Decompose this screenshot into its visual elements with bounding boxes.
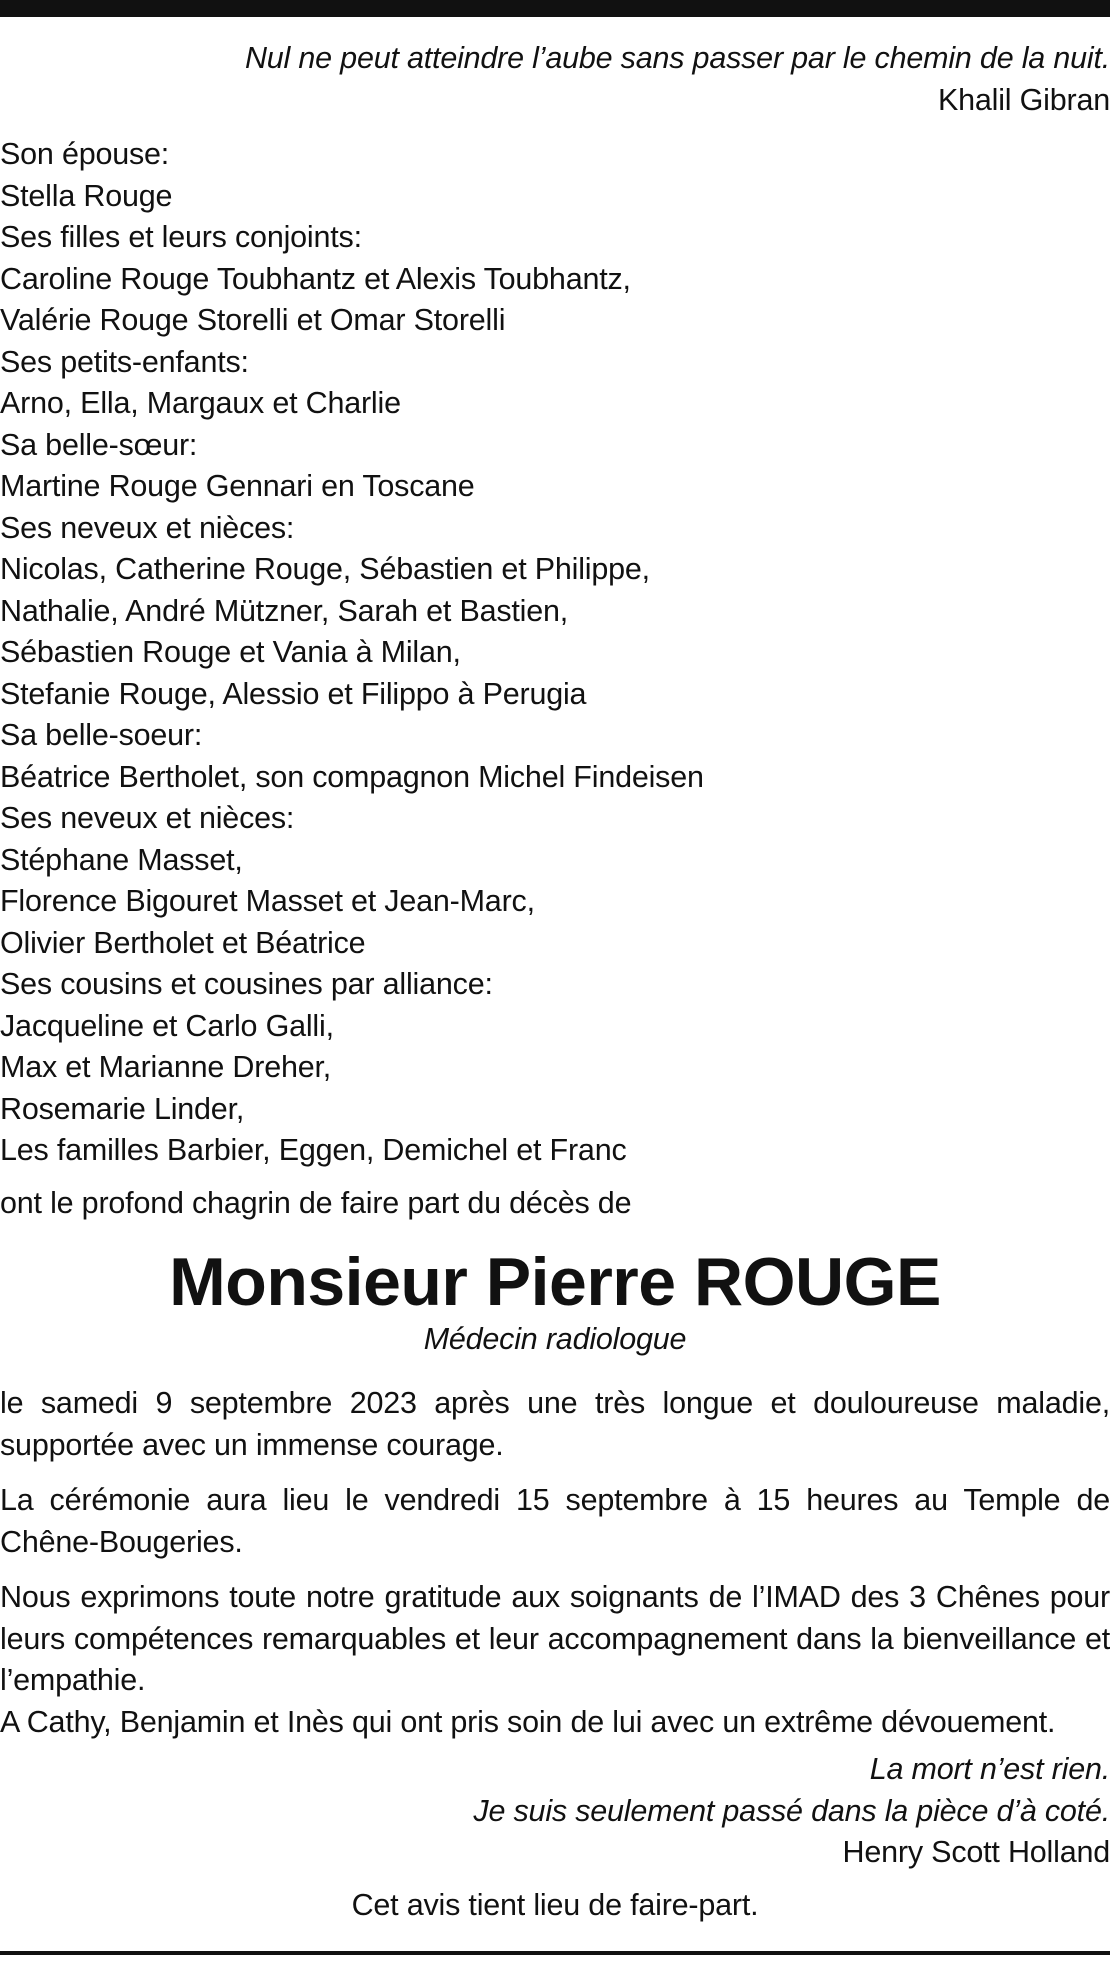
family-line: Ses filles et leurs conjoints:	[0, 220, 362, 254]
death-paragraph: le samedi 9 septembre 2023 après une très longue et douloureuse maladie, supportée avec un immense courage.	[0, 1386, 1110, 1462]
top-rule	[0, 0, 1110, 17]
family-line: Jacqueline et Carlo Galli,	[0, 1008, 334, 1043]
epigraph-author: Khalil Gibran	[937, 82, 1110, 117]
epigraph	[0, 38, 1110, 121]
ceremony-paragraph: La cérémonie aura lieu le vendredi 15 septembre à 15 heures au Temple de Chêne-Bougeries.	[0, 1483, 1110, 1559]
family-line: Rosemarie Linder,	[0, 1091, 245, 1126]
family-line: Caroline Rouge Toubhantz et Alexis Toubhantz,	[0, 261, 631, 296]
family-line: Valérie Rouge Storelli et Omar Storelli	[0, 303, 506, 337]
caregivers-paragraph: A Cathy, Benjamin et Inès qui ont pris soin de lui avec un extrême dévouement.	[0, 1704, 1056, 1739]
family-line: Ses petits-enfants:	[0, 344, 249, 379]
family-line: Olivier Bertholet et Béatrice	[0, 925, 366, 960]
deceased-name: Monsieur Pierre ROUGE	[169, 1244, 941, 1320]
closing-quote-line-2: Je suis seulement passé dans la pièce d’à coté.	[473, 1793, 1110, 1828]
family-line: Arno, Ella, Margaux et Charlie	[0, 386, 401, 420]
closing-quote-author: Henry Scott Holland	[842, 1835, 1110, 1869]
family-line: Sébastien Rouge et Vania à Milan,	[0, 635, 461, 669]
family-line: Ses neveux et nièces:	[0, 801, 295, 835]
family-line: Florence Bigouret Masset et Jean-Marc,	[0, 884, 535, 918]
closing-quote-line-1: La mort n’est rien.	[869, 1752, 1110, 1786]
epigraph-text: Nul ne peut atteindre l’aube sans passer par le chemin de la nuit.	[244, 41, 1110, 75]
footer-note: Cet avis tient lieu de faire-part.	[351, 1887, 759, 1922]
family-line: Ses cousins et cousines par alliance:	[0, 967, 493, 1001]
family-line: Les familles Barbier, Eggen, Demichel et Franc	[0, 1133, 627, 1167]
family-line: Nicolas, Catherine Rouge, Sébastien et Philippe,	[0, 552, 650, 586]
family-line: Max et Marianne Dreher,	[0, 1050, 332, 1084]
family-line: Stella Rouge	[0, 178, 173, 213]
family-line: Sa belle-sœur:	[0, 427, 198, 462]
bottom-rule	[0, 1951, 1110, 1955]
deceased-profession: Médecin radiologue	[423, 1322, 687, 1356]
family-line: Nathalie, André Mützner, Sarah et Bastien,	[0, 593, 569, 628]
obituary-notice	[0, 38, 1110, 1926]
family-line: Sa belle-soeur:	[0, 718, 203, 752]
closing-quote	[0, 1749, 1110, 1874]
family-line: Martine Rouge Gennari en Toscane	[0, 469, 475, 503]
gratitude-paragraph: Nous exprimons toute notre gratitude aux soignants de l’IMAD des 3 Chênes pour leurs compétences remarquables et leur accompagnement dans la bienveillance et l’empathie.	[0, 1580, 1110, 1697]
family-line: Stefanie Rouge, Alessio et Filippo à Perugia	[0, 676, 587, 711]
family-line: Ses neveux et nièces:	[0, 510, 295, 545]
family-line: Stéphane Masset,	[0, 842, 243, 877]
family-list	[0, 134, 1110, 1172]
family-line: Béatrice Bertholet, son compagnon Michel Findeisen	[0, 759, 704, 794]
family-line: Son épouse:	[0, 137, 170, 171]
announcement-intro: ont le profond chagrin de faire part du décès de	[0, 1185, 632, 1220]
